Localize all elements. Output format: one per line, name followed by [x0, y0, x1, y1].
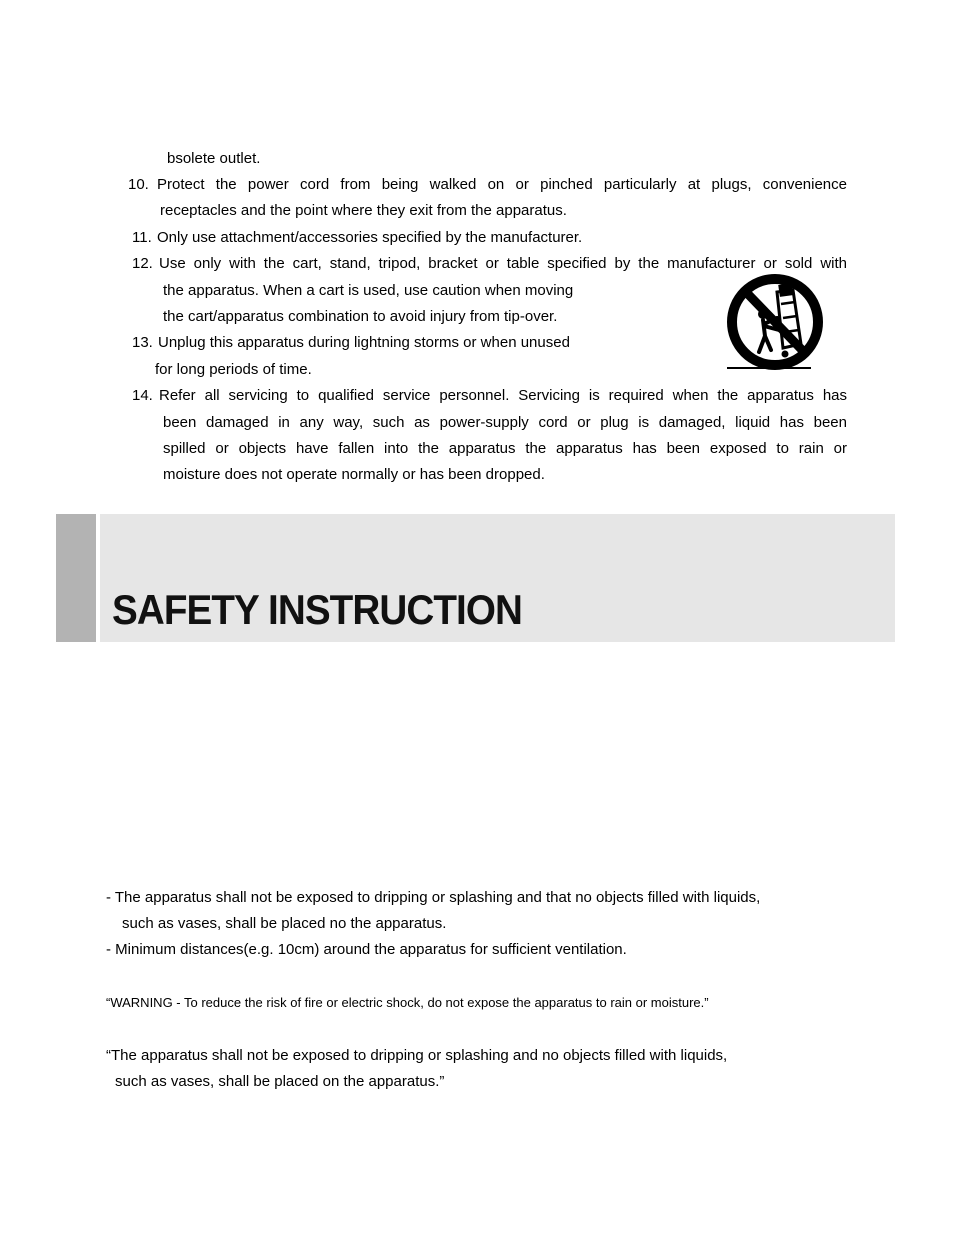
item14-line3 — [163, 440, 847, 458]
banner-body — [100, 514, 895, 642]
item14-number: 14. — [132, 387, 153, 404]
quote-line1: “The apparatus shall not be exposed to dripping or splashing and no objects filled with liquids, — [106, 1047, 728, 1064]
note-dripping-line1: - The apparatus shall not be exposed to dripping or splashing and that no objects filled with liquids, — [106, 889, 761, 906]
warning-statement: “WARNING - To reduce the risk of fire or electric shock, do not expose the apparatus to rain or moisture.” — [106, 995, 709, 1010]
section-banner — [56, 514, 895, 642]
item13-number: 13. — [132, 334, 153, 351]
item11-text: Only use attachment/accessories specified by the manufacturer. — [157, 229, 583, 246]
item12-line1-text: Use only with the cart, stand, tripod, bracket or table specified by the manufacturer or sold with — [159, 255, 847, 272]
item13-line1: Unplug this apparatus during lightning storms or when unused — [158, 334, 570, 351]
item14-line1 — [159, 387, 847, 405]
item12-number: 12. — [132, 255, 153, 272]
item10-line2: receptacles and the point where they exit from the apparatus. — [160, 202, 567, 219]
banner-tab — [56, 514, 96, 642]
item10-line1-text: Protect the power cord from being walked on or pinched particularly at plugs, convenience — [157, 176, 847, 193]
item14-line4: moisture does not operate normally or has been dropped. — [163, 466, 545, 483]
item10-line1 — [157, 176, 847, 194]
item12-line3: the cart/apparatus combination to avoid injury from tip-over. — [163, 308, 558, 325]
section-title: SAFETY INSTRUCTION — [112, 586, 522, 633]
item10-number: 10. — [128, 176, 149, 193]
cart-tip-over-warning-icon — [725, 274, 825, 370]
item14-line2-text: been damaged in any way, such as power-supply cord or plug is damaged, liquid has been — [163, 414, 847, 431]
quote-line2: such as vases, shall be placed on the apparatus.” — [115, 1073, 445, 1090]
item14-line1-text: Refer all servicing to qualified service personnel. Servicing is required when the apparatus has — [159, 387, 847, 404]
item9-continuation: bsolete outlet. — [167, 150, 261, 167]
item12-line2: the apparatus. When a cart is used, use caution when moving — [163, 282, 574, 299]
note-dripping-line2: such as vases, shall be placed no the apparatus. — [122, 915, 447, 932]
item13-line2: for long periods of time. — [155, 361, 312, 378]
item14-line3-text: spilled or objects have fallen into the apparatus the apparatus has been exposed to rain or — [163, 440, 847, 457]
item11-number: 11. — [132, 229, 152, 246]
item14-line2 — [163, 414, 847, 432]
item12-line1 — [159, 255, 847, 273]
note-ventilation: - Minimum distances(e.g. 10cm) around the apparatus for sufficient ventilation. — [106, 941, 627, 958]
